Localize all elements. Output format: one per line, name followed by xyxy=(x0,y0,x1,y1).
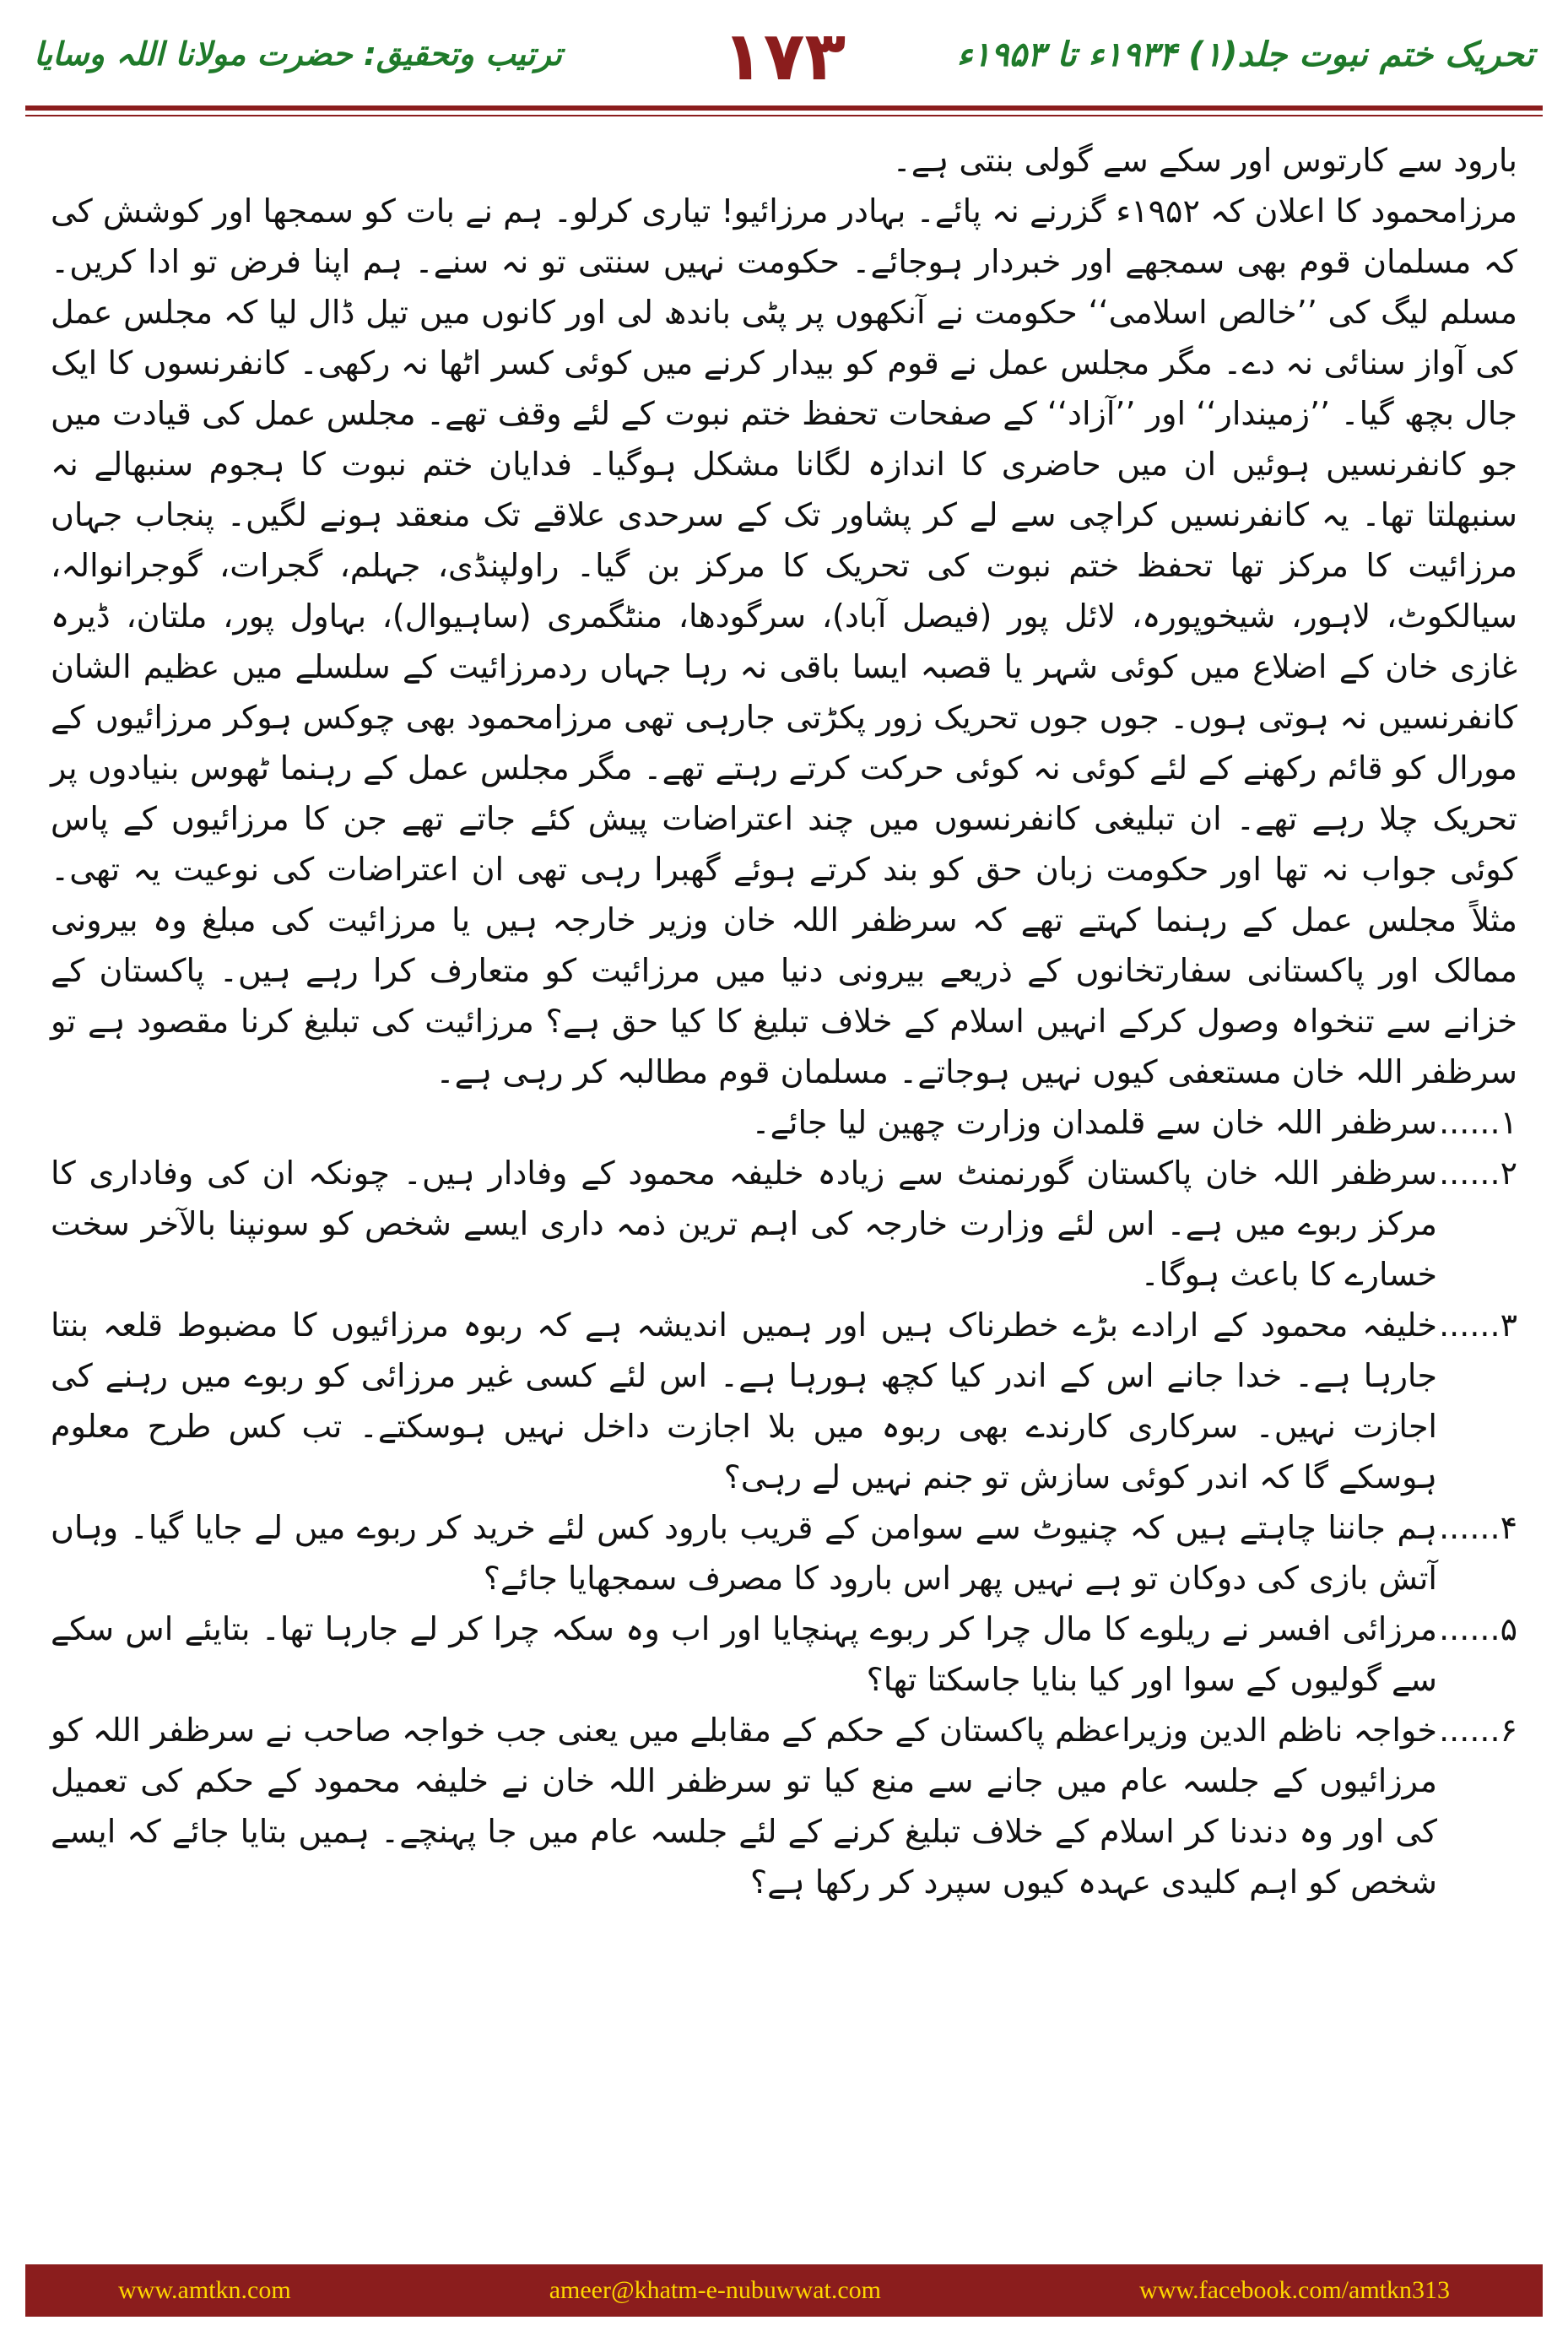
page-footer xyxy=(25,2264,1543,2317)
facebook-link[interactable]: www.facebook.com/amtkn313 xyxy=(1139,2276,1450,2304)
website-link[interactable]: www.amtkn.com xyxy=(118,2276,291,2304)
page-header xyxy=(34,17,1534,110)
list-item-text: مرزائی افسر نے ریلوے کا مال چرا کر ربوے پہنچایا اور اب وہ سکہ چرا کر لے جارہا تھا۔ بتایئے اس سکے سے گولیوں کے سوا اور کیا بنایا جاسکتا تھا؟ xyxy=(51,1610,1437,1698)
list-item xyxy=(51,1604,1517,1705)
page-number: ۱۷۳ xyxy=(722,17,846,95)
list-item xyxy=(51,1097,1517,1148)
email-link[interactable]: ameer@khatm-e-nubuwwat.com xyxy=(549,2276,882,2304)
header-rule-thick xyxy=(25,105,1543,111)
list-item-text: خلیفہ محمود کے ارادے بڑے خطرناک ہیں اور ہمیں اندیشہ ہے کہ ربوہ مرزائیوں کا مضبوط قلعہ بنتا جارہا ہے۔ خدا جانے اس کے اندر کیا کچھ ہورہا ہے۔ اس لئے کسی غیر مرزائی کو ربوے میں رہنے کی اجازت نہیں۔ سرکاری کارندے بھی ربوہ میں بلا اجازت داخل نہیں ہوسکتے۔ تب کس طرح معلوم ہوسکے گا کہ اندر کوئی سازش تو جنم نہیں لے رہی؟ xyxy=(51,1306,1437,1496)
list-item xyxy=(51,1300,1517,1502)
list-item-number: ۶...... xyxy=(1439,1712,1517,1749)
list-item-text: سرظفر اللہ خان سے قلمدان وزارت چھین لیا جائے۔ xyxy=(751,1104,1437,1141)
list-item-number: ۲...... xyxy=(1439,1155,1517,1192)
list-item-text: خواجہ ناظم الدین وزیراعظم پاکستان کے حکم کے مقابلے میں یعنی جب خواجہ صاحب نے سرظفر اللہ کو مرزائیوں کے جلسہ عام میں جانے سے منع کیا تو سرظفر اللہ خان نے خلیفہ محمود کے حکم کی تعمیل کی اور وہ دندنا کر اسلام کے خلاف تبلیغ کرنے کے لئے جلسہ عام میں جا پہنچے۔ ہمیں بتایا جائے کہ ایسے شخص کو اہم کلیدی عہدہ کیوں سپرد کر رکھا ہے؟ xyxy=(51,1712,1437,1901)
list-item-text: ہم جاننا چاہتے ہیں کہ چنیوٹ سے سوامن کے قریب بارود کس لئے خرید کر ربوے میں لے جایا گیا۔ وہاں آتش بازی کی دوکان تو ہے نہیں پھر اس بارود کا مصرف سمجھایا جائے؟ xyxy=(51,1509,1437,1597)
paragraph: مرزامحمود کا اعلان کہ ۱۹۵۲ء گزرنے نہ پائے۔ بہادر مرزائیو! تیاری کرلو۔ ہم نے بات کو سمجھا اور کوشش کی کہ مسلمان قوم بھی سمجھے اور خبردار ہوجائے۔ حکومت نہیں سنتی تو نہ سنے۔ ہم اپنا فرض تو ادا کریں۔ مسلم لیگ کی ’’خالص اسلامی‘‘ حکومت نے آنکھوں پر پٹی باندھ لی اور کانوں میں تیل ڈال لیا کہ مجلس عمل کی آواز سنائی نہ دے۔ مگر مجلس عمل نے قوم کو بیدار کرنے میں کوئی کسر اٹھا نہ رکھی۔ کانفرنسوں کا ایک جال بچھ گیا۔ ’’زمیندار‘‘ اور ’’آزاد‘‘ کے صفحات تحفظ ختم نبوت کے لئے وقف تھے۔ مجلس عمل کی قیادت میں جو کانفرنسیں ہوئیں ان میں حاضری کا اندازہ لگانا مشکل ہوگیا۔ فدایان ختم نبوت کا ہجوم سنبھالے نہ سنبھلتا تھا۔ یہ کانفرنسیں کراچی سے لے کر پشاور تک کے سرحدی علاقے تک منعقد ہونے لگیں۔ پنجاب جہاں مرزائیت کا مرکز تھا تحفظ ختم نبوت کی تحریک کا مرکز بن گیا۔ راولپنڈی، جہلم، گجرات، گوجرانوالہ، سیالکوٹ، لاہور، شیخوپورہ، لائل پور (فیصل آباد)، سرگودھا، منٹگمری (ساہیوال)، بہاول پور، ملتان، ڈیرہ غازی خان کے اضلاع میں کوئی شہر یا قصبہ ایسا باقی نہ رہا جہاں ردمرزائیت کے سلسلے میں عظیم الشان کانفرنسیں نہ ہوتی ہوں۔ جوں جوں تحریک زور پکڑتی جارہی تھی مرزامحمود بھی چوکس ہوکر مرزائیوں کے مورال کو قائم رکھنے کے لئے کوئی نہ کوئی حرکت کرتے رہتے تھے۔ مگر مجلس عمل کے رہنما ٹھوس بنیادوں پر تحریک چلا رہے تھے۔ ان تبلیغی کانفرنسوں میں چند اعتراضات پیش کئے جاتے تھے جن کا مرزائیوں کے پاس کوئی جواب نہ تھا اور حکومت زبان حق کو بند کرتے ہوئے گھبرا رہی تھی ان اعتراضات کی نوعیت یہ تھی۔ مثلاً مجلس عمل کے رہنما کہتے تھے کہ سرظفر اللہ خان وزیر خارجہ ہیں یا مرزائیت کی مبلغ وہ بیرونی ممالک اور پاکستانی سفارتخانوں کے ذریعے بیرونی دنیا میں مرزائیت کو متعارف کرا رہے ہیں۔ پاکستان کے خزانے سے تنخواہ وصول کرکے انہیں اسلام کے خلاف تبلیغ کا کیا حق ہے؟ مرزائیت کی تبلیغ کرنا مقصود ہے تو سرظفر اللہ خان مستعفی کیوں نہیں ہوجاتے۔ مسلمان قوم مطالبہ کر رہی ہے۔ xyxy=(51,192,1517,1090)
body-text xyxy=(51,135,1517,2215)
list-item-number: ۴...... xyxy=(1439,1509,1517,1546)
list-item-text: سرظفر اللہ خان پاکستان گورنمنٹ سے زیادہ خلیفہ محمود کے وفادار ہیں۔ چونکہ ان کی وفاداری کا مرکز ربوے میں ہے۔ اس لئے وزارت خارجہ کی اہم ترین ذمہ داری ایسے شخص کو سونپنا بالآخر سخت خسارے کا باعث ہوگا۔ xyxy=(51,1155,1437,1293)
list-item-number: ۵...... xyxy=(1439,1610,1517,1647)
book-title: تحریک ختم نبوت جلد(۱) ۱۹۳۴ء تا ۱۹۵۳ء xyxy=(956,35,1534,74)
list-item xyxy=(51,1502,1517,1604)
list-item xyxy=(51,1705,1517,1907)
list-item-number: ۳...... xyxy=(1439,1306,1517,1344)
list-item-number: ۱...... xyxy=(1439,1104,1517,1141)
paragraph: بارود سے کارتوس اور سکے سے گولی بنتی ہے۔ xyxy=(892,142,1517,179)
header-rule-thin xyxy=(25,115,1543,116)
compiler-credit: ترتیب وتحقیق: حضرت مولانا اللہ وسایا xyxy=(34,35,562,73)
list-item xyxy=(51,1148,1517,1300)
